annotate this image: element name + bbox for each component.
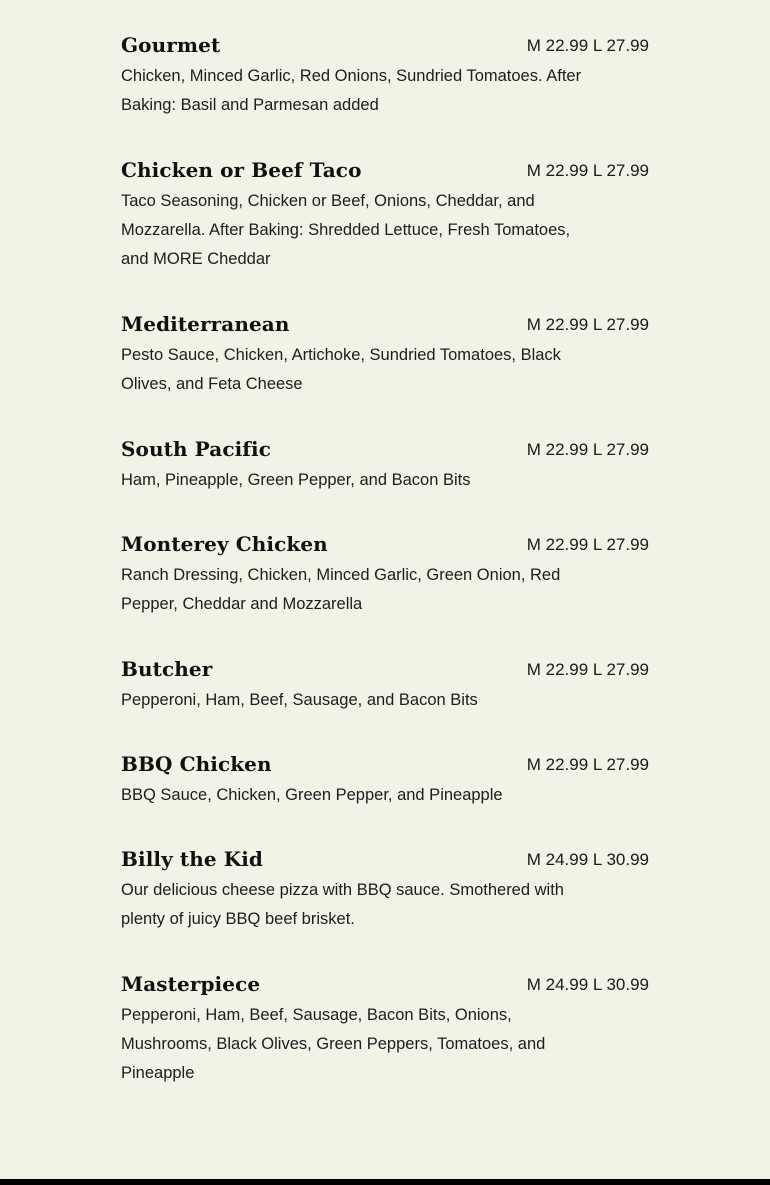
menu-item-header	[121, 434, 649, 464]
menu-item-name: Gourmet	[121, 33, 221, 57]
menu-item-description: Chicken, Minced Garlic, Red Onions, Sundried Tomatoes. After Baking: Basil and Parmesan added	[121, 67, 582, 114]
menu-item-price: M 24.99 L 30.99	[526, 975, 649, 994]
menu-item-header	[121, 654, 649, 684]
menu-item-price: M 22.99 L 27.99	[526, 161, 649, 180]
menu-item-price: M 24.99 L 30.99	[526, 850, 649, 869]
menu-item-description: Taco Seasoning, Chicken or Beef, Onions, Cheddar, and Mozzarella. After Baking: Shredded Lettuce, Fresh Tomatoes, and MORE Cheddar	[121, 192, 571, 268]
menu-item-header	[121, 30, 649, 60]
pizza-menu-list	[121, 30, 649, 1088]
menu-item-header	[121, 844, 649, 874]
menu-item-description: Pepperoni, Ham, Beef, Sausage, Bacon Bits, Onions, Mushrooms, Black Olives, Green Peppers, Tomatoes, and Pineapple	[121, 1006, 546, 1082]
menu-item-header	[121, 749, 649, 779]
menu-item-name: South Pacific	[121, 437, 271, 461]
menu-item-gourmet	[121, 30, 649, 120]
menu-item-monterey-chicken	[121, 529, 649, 619]
menu-item-name: Mediterranean	[121, 312, 290, 336]
menu-item-south-pacific	[121, 434, 649, 495]
menu-item-price: M 22.99 L 27.99	[526, 535, 649, 554]
menu-item-name: Monterey Chicken	[121, 532, 328, 556]
menu-item-name: Butcher	[121, 657, 213, 681]
menu-item-chicken-or-beef-taco	[121, 155, 649, 274]
menu-item-price: M 22.99 L 27.99	[526, 660, 649, 679]
menu-item-description: Pesto Sauce, Chicken, Artichoke, Sundried Tomatoes, Black Olives, and Feta Cheese	[121, 346, 561, 393]
menu-item-header	[121, 309, 649, 339]
menu-item-price: M 22.99 L 27.99	[526, 755, 649, 774]
menu-item-price: M 22.99 L 27.99	[526, 440, 649, 459]
menu-item-header	[121, 529, 649, 559]
menu-item-bbq-chicken	[121, 749, 649, 810]
menu-item-butcher	[121, 654, 649, 715]
menu-item-masterpiece	[121, 969, 649, 1088]
menu-item-name: Masterpiece	[121, 972, 261, 996]
menu-item-description: BBQ Sauce, Chicken, Green Pepper, and Pineapple	[121, 786, 503, 804]
menu-item-name: BBQ Chicken	[121, 752, 272, 776]
menu-item-name: Billy the Kid	[121, 847, 264, 871]
menu-item-mediterranean	[121, 309, 649, 399]
menu-item-header	[121, 969, 649, 999]
menu-item-price: M 22.99 L 27.99	[526, 36, 649, 55]
menu-item-description: Our delicious cheese pizza with BBQ sauce. Smothered with plenty of juicy BBQ beef brisket.	[121, 881, 564, 928]
menu-item-description: Pepperoni, Ham, Beef, Sausage, and Bacon Bits	[121, 691, 478, 709]
menu-item-description: Ranch Dressing, Chicken, Minced Garlic, Green Onion, Red Pepper, Cheddar and Mozzarella	[121, 566, 561, 613]
bottom-divider-bar	[0, 1179, 770, 1185]
menu-item-name: Chicken or Beef Taco	[121, 158, 362, 182]
menu-item-description: Ham, Pineapple, Green Pepper, and Bacon Bits	[121, 471, 471, 489]
menu-item-billy-the-kid	[121, 844, 649, 934]
menu-item-price: M 22.99 L 27.99	[526, 315, 649, 334]
menu-item-header	[121, 155, 649, 185]
